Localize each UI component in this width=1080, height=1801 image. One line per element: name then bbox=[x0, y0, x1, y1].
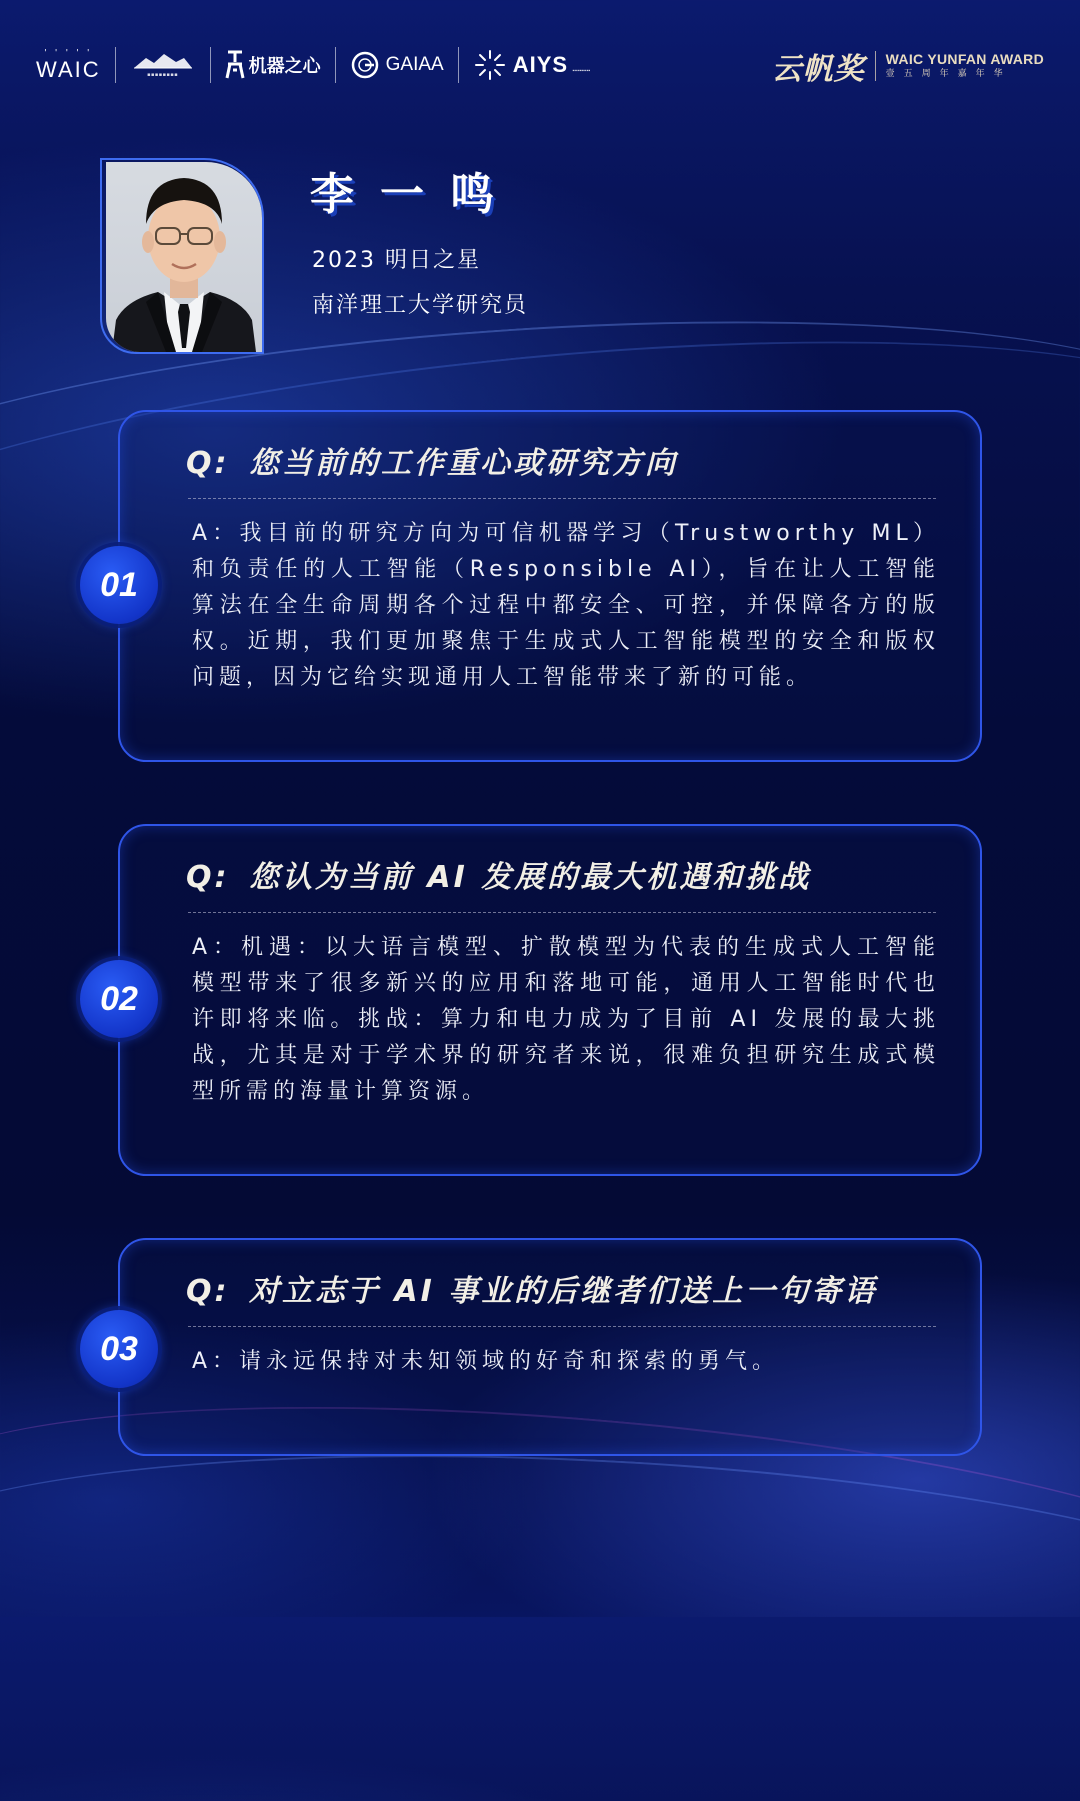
gaiaa-logo: GAIAA bbox=[350, 50, 444, 80]
number-badge: 02 bbox=[80, 960, 158, 1038]
jiqizhixin-logo: 机器之心 bbox=[225, 50, 321, 80]
logo-divider bbox=[210, 47, 211, 83]
answer-text: A：我目前的研究方向为可信机器学习（Trustworthy ML）和负责任的人工智能（Responsible AI），旨在让人工智能算法在全生命周期各个过程中都安全、可控，并保障各方的版权。近期，我们更加聚焦于生成式人工智能模型的安全和版权问题，因为它给实现通用人工智能带来了新的可能。 bbox=[192, 521, 940, 690]
award-title: 2023 明日之星 bbox=[312, 248, 481, 273]
dashed-divider bbox=[188, 498, 936, 499]
qa-card-2 bbox=[118, 824, 982, 1176]
dashed-divider bbox=[188, 912, 936, 913]
number-badge: 01 bbox=[80, 546, 158, 624]
qa-card-1 bbox=[118, 410, 982, 762]
light-streak bbox=[0, 1421, 1080, 1801]
starburst-icon bbox=[473, 48, 507, 82]
partner-logo-bar bbox=[36, 40, 590, 90]
answer-text: A：请永远保持对未知领域的好奇和探索的勇气。 bbox=[192, 1349, 780, 1374]
award-divider bbox=[875, 51, 876, 81]
question-heading: Q: 对立志于 AI 事业的后继者们送上一句寄语 bbox=[186, 1274, 878, 1309]
shanghai-ai-lab-logo bbox=[130, 47, 196, 83]
question-heading: Q: 您当前的工作重心或研究方向 bbox=[186, 446, 678, 481]
award-subtitle: 壹五周年嘉年华 bbox=[885, 69, 1012, 80]
gaiaa-g-icon bbox=[350, 50, 380, 80]
yunfan-award-logo bbox=[772, 44, 1044, 88]
mountain-icon bbox=[132, 52, 194, 70]
waic-logo: ' ' ' ' ' WAIC bbox=[36, 48, 101, 82]
dashed-divider bbox=[188, 1326, 936, 1327]
affiliation: 南洋理工大学研究员 bbox=[312, 293, 529, 318]
aiys-logo: AIYS ▪▪▪▪▪▪▪▪▪▪ bbox=[473, 48, 591, 82]
qa-card-3 bbox=[118, 1238, 982, 1456]
logo-divider bbox=[115, 47, 116, 83]
person-name: 李一鸣 bbox=[310, 169, 520, 220]
answer-text: A：机遇：以大语言模型、扩散模型为代表的生成式人工智能模型带来了很多新兴的应用和落地可能，通用人工智能时代也许即将来临。挑战：算力和电力成为了目前 AI 发展的最大挑战，尤其是对于学术界的研究者来说，很难负担研究生成式模型所需的海量计算资源。 bbox=[192, 935, 940, 1104]
portrait-photo bbox=[106, 162, 262, 352]
jiqizhixin-icon bbox=[225, 50, 245, 80]
logo-divider bbox=[335, 47, 336, 83]
number-badge: 03 bbox=[80, 1310, 158, 1388]
award-cn-title: 云帆奖 bbox=[771, 52, 865, 87]
aiys-caption-mark: ▪▪▪▪▪▪▪▪▪▪ bbox=[572, 68, 591, 74]
question-heading: Q: 您认为当前 AI 发展的最大机遇和挑战 bbox=[186, 860, 812, 895]
logo-divider bbox=[458, 47, 459, 83]
award-en-title: WAIC YUNFAN AWARD bbox=[885, 50, 1044, 67]
waic-dots-icon: ' ' ' ' ' bbox=[44, 48, 93, 59]
lab-caption-mark: ▪▪▪▪▪▪▪▪ bbox=[147, 72, 179, 78]
person-portrait-icon bbox=[106, 162, 262, 352]
